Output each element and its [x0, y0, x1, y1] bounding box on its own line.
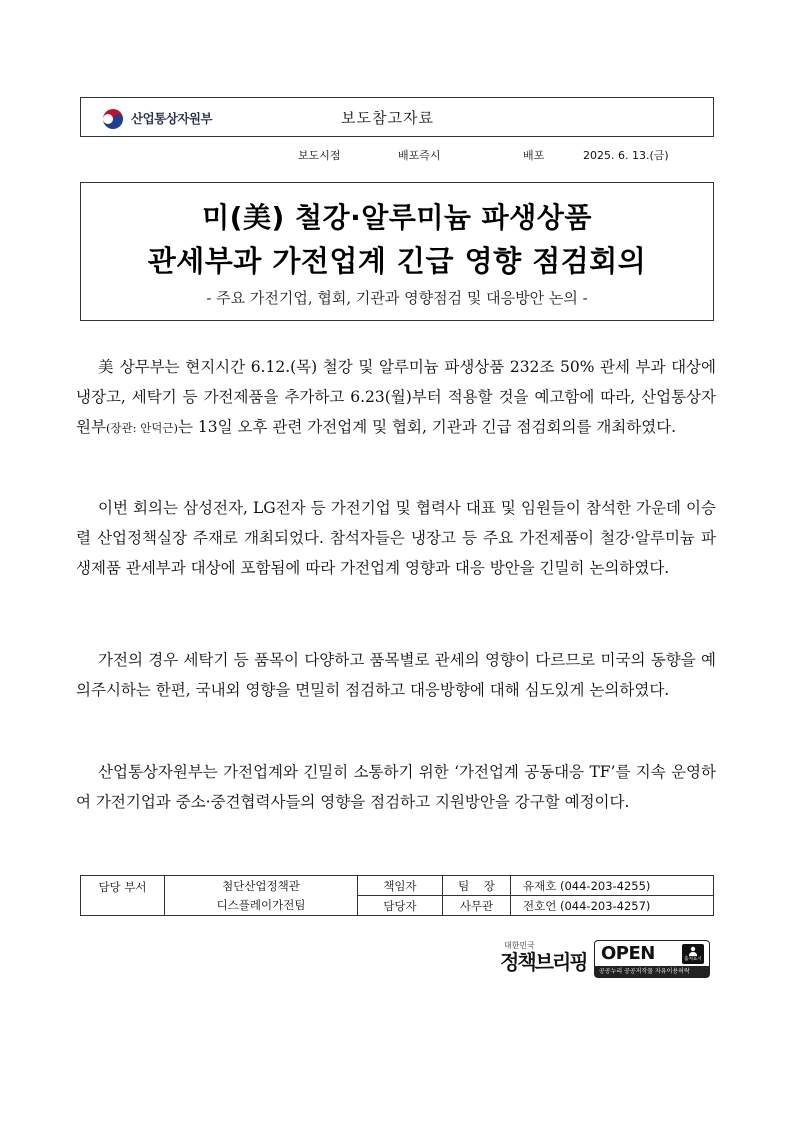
role-officer: 담당자 [358, 896, 443, 916]
headline-line-1: 미(美) 철강·알루미늄 파생상품 [202, 201, 592, 234]
paragraph-1-minister: (장관: 안덕근) [105, 421, 179, 435]
distribution-label: 배포 [523, 149, 545, 162]
dept-label: 담당 부서 [81, 876, 165, 916]
paragraph-1-text-b: 는 13일 오후 관련 가전업계 및 협회, 기관과 긴급 점검회의를 개최하였다. [178, 418, 677, 436]
role-responsible: 책임자 [358, 876, 443, 896]
open-sub-text: 공공누리 공공저작물 자유이용허락 [595, 966, 709, 977]
paragraph-4: 산업통상자원부는 가전업계와 긴밀히 소통하기 위한 ‘가전업계 공동대응 TF’를 지속 운영하여 가전기업과 중소·중견협력사들의 영향을 점검하고 지원방안을 강구할 예정이다. [76, 763, 716, 811]
paragraph-1 [76, 352, 716, 443]
paragraph-2: 이번 회의는 삼성전자, LG전자 등 가전기업 및 협력사 대표 및 임원들이 참석한 가운데 이승렬 산업정책실장 주재로 개최되었다. 참석자들은 냉장고 등 주요 가전제품이 철강·알루미늄 파생제품 관세부과 대상에 포함됨에 따라 가전업계 영향과 대응 방안을 긴밀히 논의하였다. [76, 499, 716, 577]
ministry-name: 산업통상자원부 [131, 111, 213, 126]
dept-name-line-1: 첨단산업정책관 [222, 878, 300, 893]
release-time-label: 보도시점 [298, 149, 341, 162]
release-time-value: 배포즉시 [398, 149, 441, 162]
paragraph-3: 가전의 경우 세탁기 등 품목이 다양하고 품목별로 관세의 영향이 다르므로 미국의 동향을 예의주시하는 한편, 국내외 영향을 면밀히 점검하고 대응방향에 대해 심도있게 논의하였다. [76, 651, 716, 699]
contact-table [80, 875, 714, 916]
briefing-main-label: 정책브리핑 [500, 950, 587, 974]
contact-row-1 [81, 876, 714, 896]
ministry-logo [99, 106, 212, 130]
distribution-date: 2025. 6. 13.(금) [583, 149, 669, 162]
header-box [80, 97, 714, 137]
open-license-logo [594, 940, 710, 978]
doc-type-label: 보도참고자료 [341, 109, 434, 127]
title-officer: 사무관 [443, 896, 511, 916]
person-officer: 전호언 (044-203-4257) [511, 896, 714, 916]
dept-name [165, 876, 358, 916]
title-box [80, 182, 714, 321]
briefing-top-text: 대한민국 [504, 941, 535, 950]
taegeuk-emblem-icon [99, 106, 127, 130]
subtitle: - 주요 가전기업, 협회, 기관과 영향점검 및 대응방안 논의 - [206, 289, 588, 307]
open-text: OPEN [601, 943, 655, 964]
person-icon [688, 946, 698, 956]
paragraph-1-text-a: 美 상무부는 현지시간 6.12.(목) 철강 및 알루미늄 파생상품 232조 50% 관세 부과 대상에 냉장고, 세탁기 등 가전제품을 추가하고 6.23(월)부터 적용할 것을 예고함에 따라, 산업통상자원부 [76, 358, 716, 436]
dept-name-line-2: 디스플레이가전팀 [216, 897, 306, 912]
headline-line-2: 관세부과 가전업계 긴급 영향 점검회의 [147, 244, 647, 278]
policy-briefing-logo [500, 940, 587, 973]
person-responsible: 유재호 (044-203-4255) [511, 876, 714, 896]
attribution-badge [682, 944, 704, 964]
attribution-badge-text: 출처표시 [684, 957, 702, 962]
briefing-main-text [500, 951, 587, 973]
title-team-lead: 팀 장 [443, 876, 511, 896]
